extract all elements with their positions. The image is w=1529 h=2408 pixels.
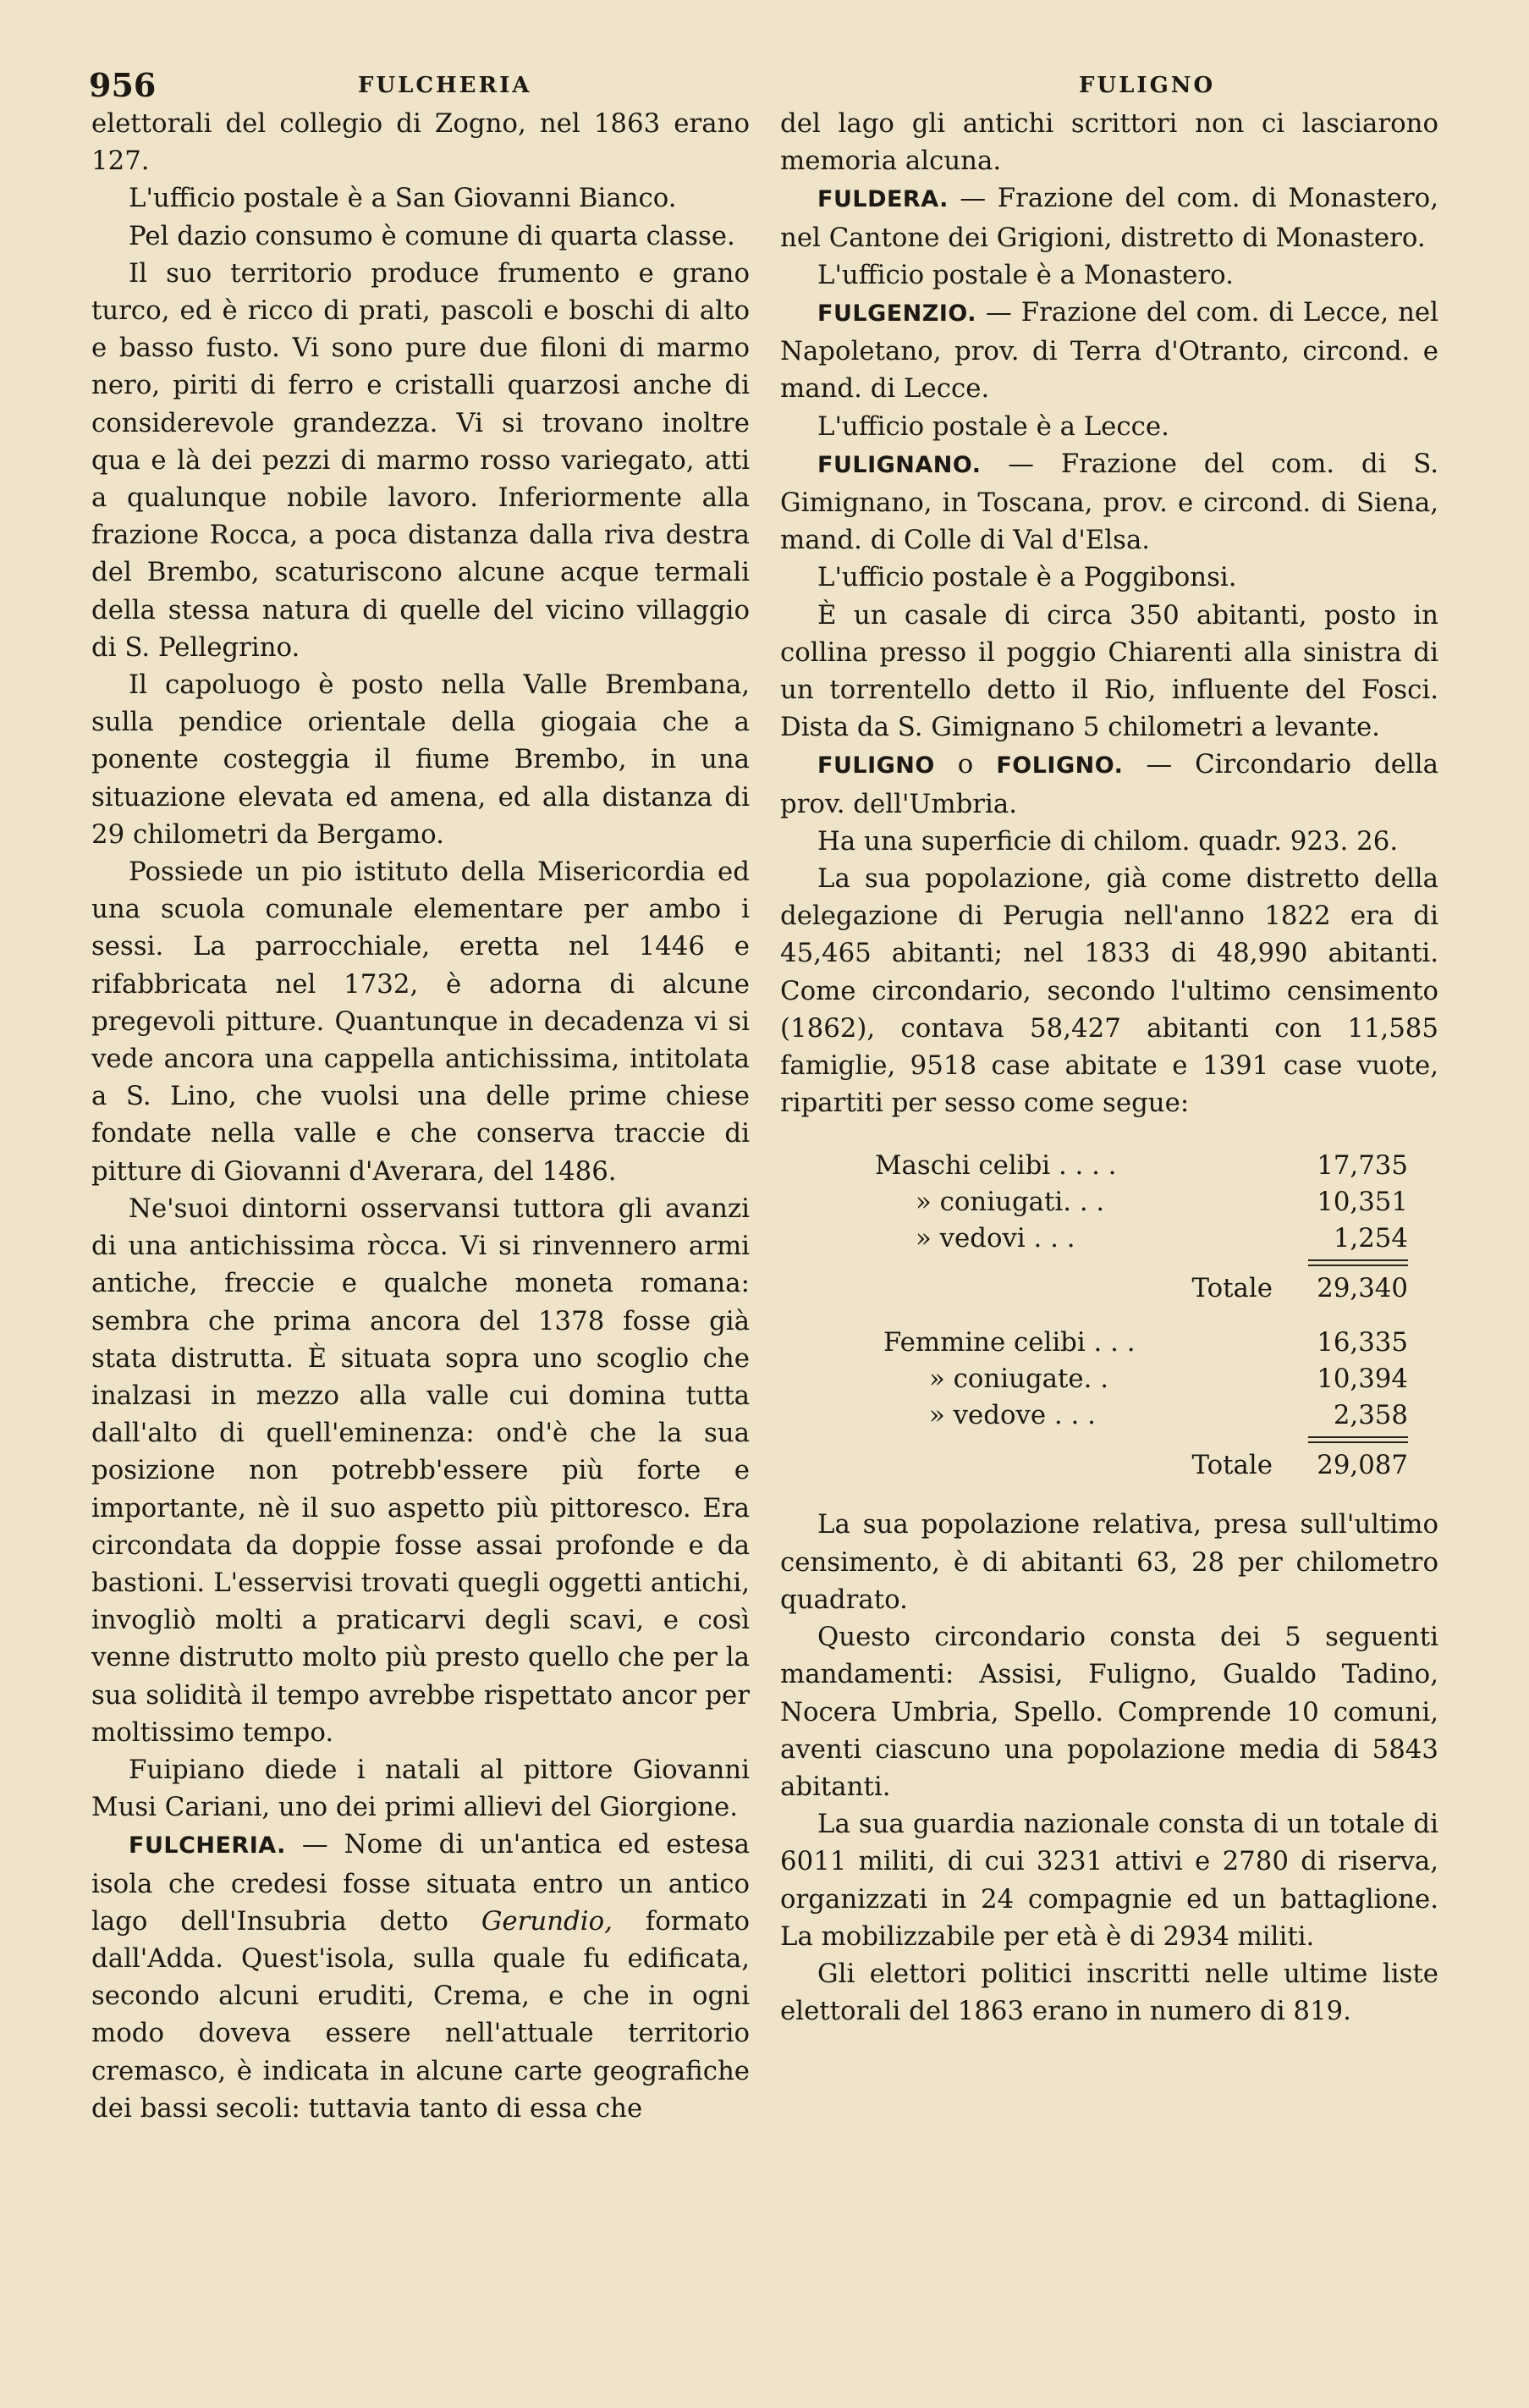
sum-rule: [1308, 1265, 1408, 1266]
entry-fuldera: [780, 179, 1438, 256]
paragraph: Ne'suoi dintorni osservansi tuttora gli avanzi di una antichissima ròcca. Vi si rinvennero armi antiche, freccie e qualche moneta romana: sembra che prima ancora del 1378 fosse già stata distrutta. È situata sopra uno scoglio che inalzasi in mezzo alla valle cui domina tutta dall'alto di quell'eminenza: ond'è che la sua posizione non potrebb'essere più forte e importante, nè il suo aspetto più pittoresco. Era circondata da doppie fosse assai profonde e da bastioni. L'esservisi trovati quegli oggetti antichi, invogliò molti a praticarvi degli scavi, e così venne distrutto molto più presto quello che per la sua solidità il tempo avrebbe rispettato ancor per moltissimo tempo.: [91, 1193, 750, 1748]
total-label: Totale: [1191, 1273, 1273, 1304]
row-value: 10,351: [1317, 1187, 1408, 1218]
entry-text: — Frazione del com. di Lecce, nel Napoletano, prov. di Terra d'Otranto, circond. e mand. di Lecce.: [780, 297, 1438, 405]
paragraph: del lago gli antichi scrittori non ci lasciarono memoria alcuna.: [780, 108, 1438, 177]
row-value: 17,735: [1317, 1150, 1408, 1182]
running-header: [89, 66, 1443, 108]
entry-text: — Frazione del com. di Monastero, nel Cantone dei Grigioni, distretto di Monastero.: [780, 183, 1438, 253]
row-label: » coniugati. . .: [916, 1187, 1105, 1218]
paragraph: Pel dazio consumo è comune di quarta classe.: [129, 220, 735, 251]
sum-rule: [1308, 1436, 1408, 1438]
row-value: 2,358: [1333, 1400, 1408, 1431]
table-row: [780, 1360, 1438, 1397]
row-label: » coniugate. .: [929, 1364, 1108, 1395]
row-value: 16,335: [1317, 1327, 1408, 1358]
paragraph: La sua guardia nazionale consta di un totale di 6011 militi, di cui 3231 attivi e 2780 di riserva, organizzati in 24 compagnie ed un battaglione. La mobilizzabile per età è di 2934 militi.: [780, 1809, 1438, 1952]
paragraph: Possiede un pio istituto della Misericordia ed una scuola comunale elementare per ambo i sessi. La parrocchiale, eretta nel 1446 e rifabbricata nel 1732, è adorna di alcune pregevoli pitture. Quantunque in decadenza vi si vede ancora una cappella antichissima, intitolata a S. Lino, che vuolsi una delle prime chiese fondate nella valle e che conserva traccie di pitture di Giovanni d'Averara, del 1486.: [91, 857, 750, 1187]
entry-conjunction: o: [934, 749, 997, 780]
paragraph: Il suo territorio produce frumento e grano turco, ed è ricco di prati, pascoli e boschi di alto e basso fusto. Vi sono pure due filoni di marmo nero, piriti di ferro e cristalli quarzosi anche di considerevole grandezza. Vi si trovano inoltre qua e là dei pezzi di marmo rosso variegato, atti a qualunque nobile lavoro. Inferiormente alla frazione Rocca, a poca distanza dalla riva destra del Brembo, scaturiscono alcune acque termali della stessa natura di quelle del vicino villaggio di S. Pellegrino.: [91, 257, 750, 663]
right-column: [780, 105, 1438, 2030]
table-row: [780, 1147, 1438, 1183]
entry-fulgenzio: [780, 294, 1438, 408]
entry-italic: Gerundio,: [481, 1905, 613, 1937]
left-column: [91, 105, 750, 2127]
paragraph: Ha una superficie di chilom. quadr. 923. 26.: [817, 825, 1399, 857]
table-row: [780, 1324, 1438, 1360]
paragraph: La sua popolazione relativa, presa sull'ultimo censimento, è di abitanti 63, 28 per chilometro quadrato.: [780, 1509, 1438, 1615]
table-row: [780, 1220, 1438, 1256]
entry-text: — Frazione del com. di S. Gimignano, in Toscana, prov. e circond. di Siena, mand. di Colle di Val d'Elsa.: [780, 448, 1438, 556]
paragraph: È un casale di circa 350 abitanti, posto in collina presso il poggio Chiarenti alla sinistra di un torrentello detto il Rio, influente del Fosci. Dista da S. Gimignano 5 chilometri a levante.: [780, 599, 1438, 743]
total-value: 29,087: [1317, 1450, 1408, 1481]
paragraph: L'ufficio postale è a San Giovanni Bianco.: [129, 183, 677, 214]
entry-headword: FULCHERIA.: [129, 1832, 286, 1860]
paragraph: Gli elettori politici inscritti nelle ultime liste elettorali del 1863 erano in numero di 819.: [780, 1958, 1438, 2027]
entry-fuligno: [780, 746, 1438, 822]
entry-text: formato dall'Adda. Quest'isola, sulla quale fu edificata, secondo alcuni eruditi, Crema, e che in ogni modo doveva essere nell'attuale territorio cremasco, è indicata in alcune carte geografiche dei bassi secoli: tuttavia tanto di essa che: [91, 1905, 750, 2124]
entry-text: — Nome di un'antica ed estesa isola che credesi fosse situata entro un antico lago dell'Insubria detto: [91, 1829, 750, 1937]
paragraph: elettorali del collegio di Zogno, nel 1863 erano 127.: [91, 108, 750, 177]
paragraph: Questo circondario consta dei 5 seguenti mandamenti: Assisi, Fuligno, Gualdo Tadino, Nocera Umbria, Spello. Comprende 10 comuni, aventi ciascuno una popolazione media di 5843 abitanti.: [780, 1622, 1438, 1802]
entry-headword: FULIGNO: [817, 752, 935, 780]
row-label: » vedove . . .: [929, 1400, 1096, 1431]
entry-headword: FULDERA.: [817, 186, 949, 213]
paragraph: La sua popolazione, già come distretto della delegazione di Perugia nell'anno 1822 era di 45,465 abitanti; nel 1833 di 48,990 abitanti. Come circondario, secondo l'ultimo censimento (1862), contava 58,427 abitanti con 11,585 famiglie, 9518 case abitate e 1391 case vuote, ripartiti per sesso come segue:: [780, 863, 1438, 1119]
table-row: [780, 1397, 1438, 1433]
right-running-head: FULIGNO: [1079, 73, 1216, 98]
paragraph: Fuipiano diede i natali al pittore Giovanni Musi Cariani, uno dei primi allievi del Giorgione.: [91, 1754, 750, 1823]
sum-rule: [1308, 1441, 1408, 1443]
entry-fulcheria: [91, 1826, 750, 2127]
entry-headword-alt: FOLIGNO.: [996, 752, 1124, 780]
total-value: 29,340: [1317, 1273, 1408, 1304]
page-number: 956: [89, 66, 157, 104]
total-row: [780, 1433, 1438, 1484]
population-table: [780, 1147, 1438, 1484]
table-row: [780, 1183, 1438, 1220]
row-label: » vedovi . . .: [916, 1223, 1075, 1254]
paragraph: L'ufficio postale è a Monastero.: [817, 259, 1234, 290]
paragraph: L'ufficio postale è a Poggibonsi.: [817, 562, 1237, 593]
row-value: 10,394: [1317, 1364, 1408, 1395]
entry-fulignano: [780, 445, 1438, 559]
paragraph: Il capoluogo è posto nella Valle Brembana, sulla pendice orientale della giogaia che a ponente costeggia il fiume Brembo, in una situazione elevata ed amena, ed alla distanza di 29 chilometri da Bergamo.: [91, 670, 750, 850]
entry-headword: FULGENZIO.: [817, 300, 977, 328]
row-label: Maschi celibi . . . .: [875, 1150, 1117, 1182]
row-value: 1,254: [1333, 1223, 1408, 1254]
paragraph: L'ufficio postale è a Lecce.: [817, 411, 1169, 442]
row-label: Femmine celibi . . .: [883, 1327, 1136, 1358]
total-row: [780, 1256, 1438, 1307]
sum-rule: [1308, 1259, 1408, 1261]
total-label: Totale: [1191, 1450, 1273, 1481]
left-running-head: FULCHERIA: [358, 73, 532, 98]
entry-headword: FULIGNANO.: [817, 451, 982, 478]
entry-text: — Circondario della prov. dell'Umbria.: [780, 749, 1438, 819]
